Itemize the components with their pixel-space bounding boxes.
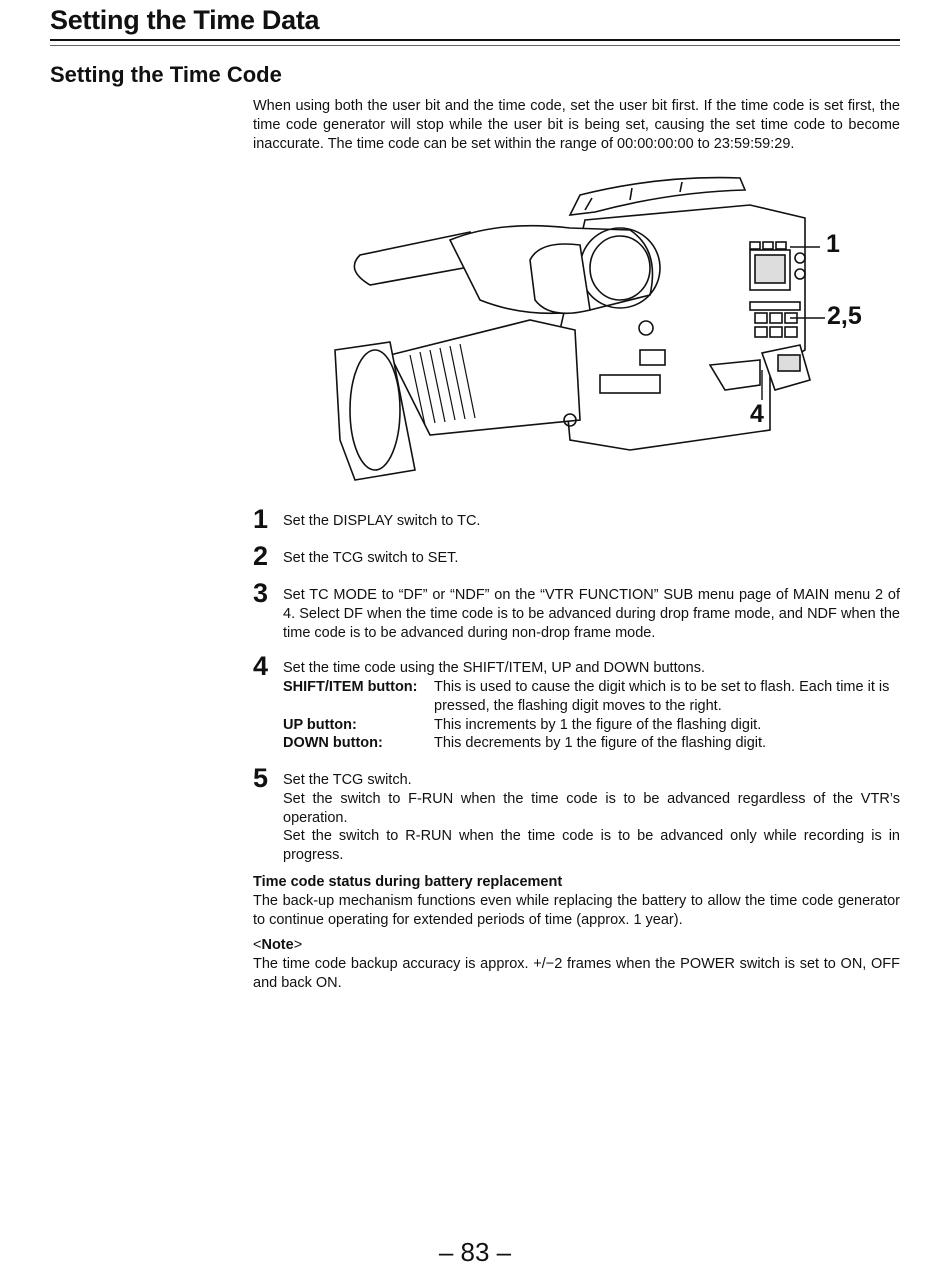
- button-description: This is used to cause the digit which is to be set to flash. Each time it is pressed, the flashing digit moves to the right.: [434, 679, 890, 714]
- note-text: The time code backup accuracy is approx. +/−2 frames when the POWER switch is set to ON, OFF and back ON.: [253, 955, 900, 991]
- step-text: Set the time code using the SHIFT/ITEM, UP and DOWN buttons.: [283, 660, 706, 676]
- intro-paragraph: When using both the user bit and the time code, set the user bit first. If the time code is set first, the time code generator will stop while the user bit is being set, causing the set time code to become inaccurate. The time code can be set within the range of 00:00:00:00 to 23:59:59:29.: [253, 98, 900, 152]
- step-text: Set TC MODE to “DF” or “NDF” on the “VTR FUNCTION” SUB menu page of MAIN menu 2 of 4. Select DF when the time code is to be advanced during drop frame mode, and NDF when the time code is to be advanced during non-drop frame mode.: [283, 587, 900, 641]
- callout-1: 1: [826, 230, 840, 258]
- camera-illustration: [330, 170, 870, 485]
- camera-drawing-icon: [330, 170, 870, 485]
- button-description: This decrements by 1 the figure of the flashing digit.: [434, 735, 767, 752]
- header-rule-thick: [50, 39, 900, 41]
- button-name: SHIFT/ITEM button:: [283, 679, 418, 695]
- button-table: [283, 678, 900, 753]
- callout-4: 4: [750, 400, 764, 428]
- step-number: 5: [253, 763, 269, 793]
- battery-section: [253, 873, 900, 929]
- button-row: [283, 678, 900, 716]
- step-number: 2: [253, 541, 269, 571]
- step-number: 3: [253, 578, 269, 608]
- step-number: 4: [253, 651, 269, 681]
- note-label: Note: [261, 937, 294, 953]
- step-line: Set the switch to F-RUN when the time code is to be advanced regardless of the VTR’s operation.: [283, 790, 900, 826]
- button-name: UP button:: [283, 716, 357, 733]
- button-description: This increments by 1 the figure of the flashing digit.: [434, 716, 762, 733]
- note-open: <: [253, 937, 262, 953]
- step-number: 1: [253, 504, 269, 534]
- step-text: Set the DISPLAY switch to TC.: [283, 513, 481, 529]
- note-section: [253, 936, 900, 992]
- step-text: Set the TCG switch to SET.: [283, 550, 459, 566]
- button-name: DOWN button:: [283, 735, 383, 752]
- button-row: [283, 734, 900, 753]
- header-rule-thin: [50, 45, 900, 46]
- note-heading: [253, 936, 900, 955]
- section-title: Setting the Time Code: [50, 62, 282, 87]
- page-number: – 83 –: [438, 1237, 512, 1267]
- battery-text: The back-up mechanism functions even while replacing the battery to allow the time code generator to continue operating for extended periods of time (approx. 1 year).: [253, 892, 900, 928]
- note-close: >: [293, 937, 303, 953]
- callout-2-5: 2,5: [827, 302, 862, 330]
- page-header: [50, 4, 900, 36]
- step-text: [283, 771, 900, 865]
- page-title: Setting the Time Data: [50, 5, 320, 35]
- battery-heading: Time code status during battery replacement: [253, 874, 563, 890]
- step-line: Set the switch to R-RUN when the time code is to be advanced only while recording is in progress.: [283, 828, 900, 864]
- step-line: Set the TCG switch.: [283, 772, 412, 788]
- button-row: [283, 716, 900, 735]
